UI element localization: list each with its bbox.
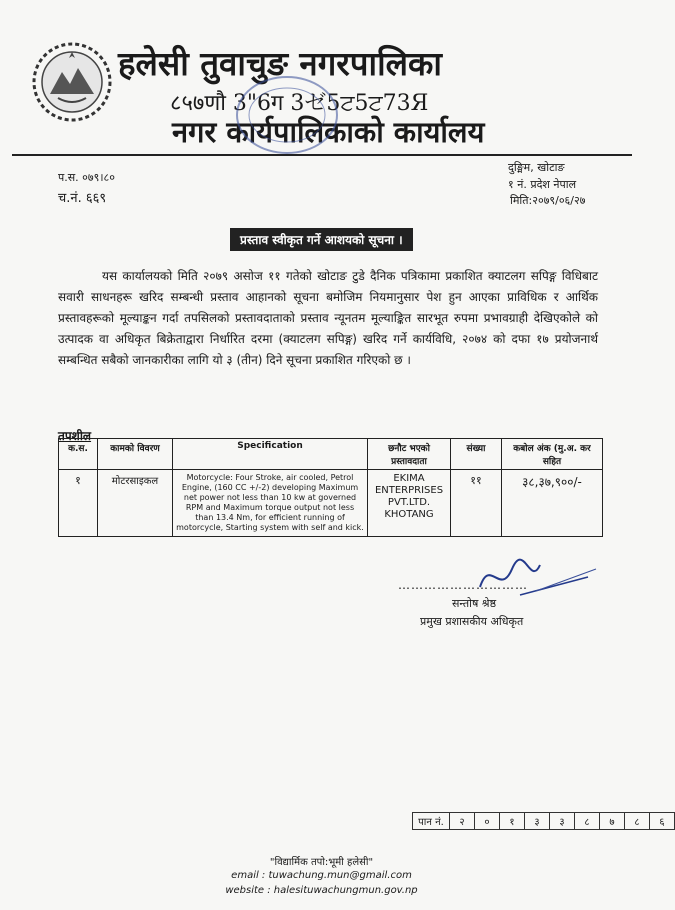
header-divider bbox=[12, 154, 632, 156]
header-item: कामको विवरण bbox=[98, 439, 173, 470]
footer-email: email : tuwachung.mun@gmail.com bbox=[231, 870, 412, 881]
page-digit: २ bbox=[450, 812, 475, 830]
municipality-name: हलेसी तुवाचुङ नगरपालिका bbox=[118, 44, 442, 83]
page-digit: ८ bbox=[575, 812, 600, 830]
page-digit: ७ bbox=[600, 812, 625, 830]
header-qty: संख्या bbox=[451, 439, 502, 470]
header-sn: क.स. bbox=[59, 439, 98, 470]
footer-slogan: "विद्यार्मिक तपो:भूमी हलेसी" bbox=[269, 857, 374, 868]
schedule-table bbox=[58, 438, 603, 537]
signer-name: सन्तोष श्रेष्ठ bbox=[452, 597, 497, 610]
cell-qty: ११ bbox=[451, 470, 502, 537]
office-province: १ नं. प्रदेश नेपाल bbox=[508, 178, 577, 191]
header-amount: कबोल अंक (मु.अ. कर सहित bbox=[502, 439, 603, 470]
table-row bbox=[59, 470, 603, 537]
office-name: नगर कार्यपालिकाको कार्यालय bbox=[172, 115, 485, 149]
cell-item: मोटरसाइकल bbox=[98, 470, 173, 537]
cell-sn: १ bbox=[59, 470, 98, 537]
cell-amount: ३८,३७,९००/- bbox=[502, 470, 603, 537]
page-digit: ३ bbox=[550, 812, 575, 830]
header-spec: Specification bbox=[173, 439, 368, 470]
signer-designation: प्रमुख प्रशासकीय अधिकृत bbox=[420, 615, 524, 628]
footer-website: website : halesituwachungmun.gov.np bbox=[225, 885, 418, 896]
notice-title: प्रस्ताव स्वीकृत गर्ने आशयको सूचना । bbox=[230, 228, 413, 251]
table-header-row bbox=[59, 439, 603, 470]
page-digit: ८ bbox=[625, 812, 650, 830]
cell-supplier: EKIMA ENTERPRISES PVT.LTD. KHOTANG bbox=[368, 470, 451, 537]
page-digit: ६ bbox=[650, 812, 675, 830]
page-digit: ३ bbox=[525, 812, 550, 830]
page-number-boxes bbox=[412, 812, 675, 830]
document-date: मिति:२०७९/०६/२७ bbox=[510, 194, 586, 207]
nepal-emblem-icon bbox=[28, 38, 116, 126]
office-place: दुङ्मिम, खोटाङ bbox=[508, 161, 565, 174]
notice-body: यस कार्यालयको मिति २०७९ असोज ११ गतेको खोटाङ टुडे दैनिक पत्रिकामा प्रकाशित क्याटलग सपिङ्ग विधिबाट सवारी साधनहरू खरिद सम्बन्धी प्रस्ताव आहानको सूचना बमोजिम नियमानुसार पेश हुन आएका प्राविधिक र आर्थिक प्रस्तावहरूको मूल्याङ्कन गर्दा तपसिलको प्रस्तावदाताको प्रस्ताव न्यूनतम मूल्याङ्कित सारभूत रुपमा प्रभावग्राही देखिएकोले को उत्पादक वा अधिकृत बिक्रेताद्वारा निर्धारित दरमा (क्याटलग सपिङ्ग) खरिद गर्ने कार्यविधि, २०७४ को दफा १७ प्रयोजनार्थ सम्बन्धित सबैको जानकारीका लागि यो ३ (तीन) दिने सूचना प्रकाशित गरिएको छ । bbox=[58, 269, 598, 367]
office-stamp-icon bbox=[232, 70, 342, 160]
signature-line: ………………………… bbox=[398, 578, 528, 592]
schedule-label: तपशील bbox=[58, 429, 92, 443]
header-supplier: छनौट भएको प्रस्तावदाता bbox=[368, 439, 451, 470]
cell-spec: Motorcycle: Four Stroke, air cooled, Petrol Engine, (160 CC +/-2) developing Maximum net power not less than 10 kw at governed RPM and Maximum torque output not less than 13.4 Nm, for efficient running of motorcycle, Starting system with self and kick. bbox=[173, 470, 368, 537]
municipality-code-line: ८५७णौ 3"6ग 3ゼ5ਟ5ਟ73Я bbox=[170, 91, 429, 116]
reference-cn: च.नं. ६६९ bbox=[58, 191, 107, 206]
page-digit: ० bbox=[475, 812, 500, 830]
reference-ps: प.स. ०७९।८० bbox=[58, 171, 115, 184]
page-digit: १ bbox=[500, 812, 525, 830]
page-number-label: पान नं. bbox=[412, 812, 450, 830]
